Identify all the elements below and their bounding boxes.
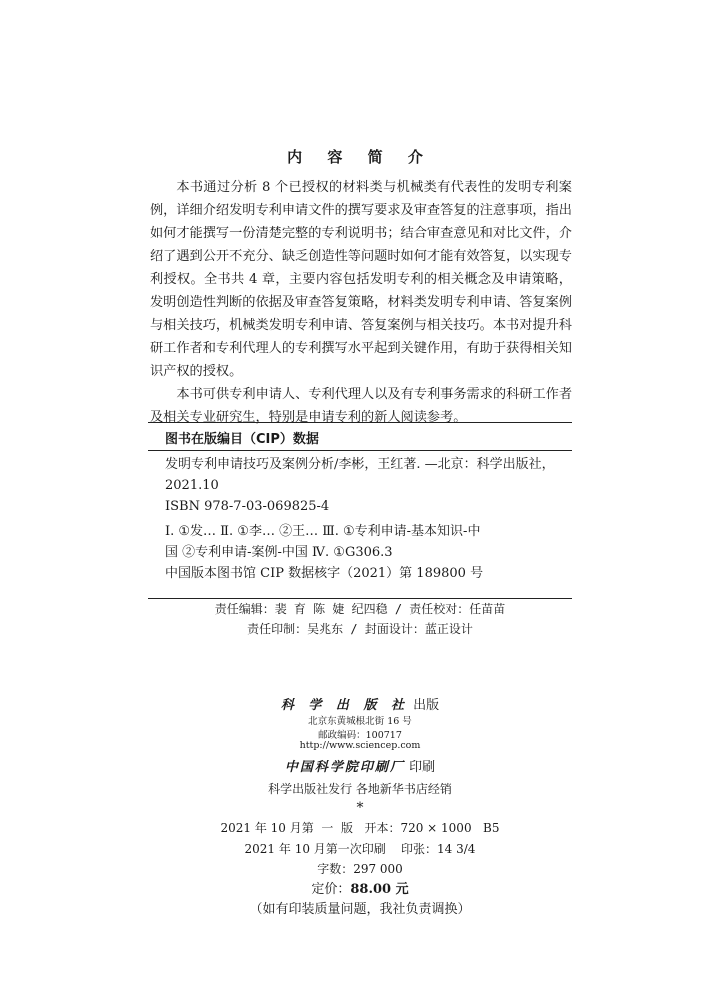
summary-body xyxy=(150,176,572,429)
printer-logo-text: 中国科学院印刷厂 xyxy=(284,760,405,775)
cip-record xyxy=(165,454,570,584)
publisher-logo-text: 科 学 出 版 社 xyxy=(280,698,409,713)
cip-classification-line-2: 国 ②专利申请-案例-中国 Ⅳ. ①G306.3 xyxy=(165,545,393,560)
publisher-address: 北京东黄城根北街 16 号 xyxy=(308,716,412,727)
summary-paragraph-1: 本书通过分析 8 个已授权的材料类与机械类有代表性的发明专利案例，详细介绍发明专利申请文件的撰写要求及审查答复的注意事项，指出如何才能撰写一份清楚完整的专利说明书；结合审查意见和对比文件，介绍了遇到公开不充分、缺乏创造性等问题时如何才能有效答复，以实现专利授权。全书共 4 章，主要内容包括发明专利的相关概念及申请策略，发明创造性判断的依据及审查答复策略，材料类发明专利申请、答复案例与相关技巧，机械类发明专利申请、答复案例与相关技巧。本书对提升科研工作者和专利代理人的专利撰写水平起到关键作用，有助于获得相关知识产权的授权。 xyxy=(150,180,572,379)
price-line xyxy=(0,878,720,897)
separator-star: * xyxy=(356,800,364,816)
cip-classification-line-1: Ⅰ. ①发… Ⅱ. ①李… ②王… Ⅲ. ①专利申请-基本知识-中 xyxy=(165,524,481,539)
cip-top-rule xyxy=(148,422,572,423)
cip-bottom-rule xyxy=(148,598,572,599)
publisher-url: http://www.sciencep.com xyxy=(299,740,421,751)
cip-heading-rule xyxy=(148,450,572,451)
cip-heading: 图书在版编目（CIP）数据 xyxy=(165,432,319,447)
edition-line-2: 2021 年 10 月第一次印刷 印张：14 3/4 xyxy=(244,842,476,856)
printer-suffix: 印刷 xyxy=(404,760,436,775)
cip-record-number: 中国版本图书馆 CIP 数据核字（2021）第 189800 号 xyxy=(165,566,484,581)
cip-isbn: ISBN 978-7-03-069825-4 xyxy=(165,499,330,514)
summary-paragraph-2: 本书可供专利申请人、专利代理人以及有专利事务需求的科研工作者及相关专业研究生，特别是申请专利的新人阅读参考。 xyxy=(150,387,573,425)
publisher-postal-code: 邮政编码：100717 xyxy=(318,730,402,741)
cip-title-line-2: 2021.10 xyxy=(165,478,219,493)
quality-notice: （如有印装质量问题，我社负责调换） xyxy=(249,902,471,917)
credits-production: 责任印制：吴兆东 / 封面设计：蓝正设计 xyxy=(247,622,473,636)
edition-line-1: 2021 年 10 月第 一 版 开本：720 × 1000 B5 xyxy=(220,821,500,835)
summary-title: 内 容 简 介 xyxy=(287,148,433,166)
publisher-suffix: 出版 xyxy=(408,698,440,713)
distribution-line: 科学出版社发行 各地新华书店经销 xyxy=(268,782,452,796)
price-value: 88.00 元 xyxy=(350,882,409,897)
publisher-line xyxy=(0,694,720,713)
credits-editors: 责任编辑：裴 育 陈 婕 纪四稳 / 责任校对：任苗苗 xyxy=(214,602,506,616)
cip-title-line-1: 发明专利申请技巧及案例分析/李彬，王红著. —北京：科学出版社， xyxy=(165,457,555,472)
printer-line xyxy=(0,756,720,775)
word-count: 字数：297 000 xyxy=(317,862,403,876)
price-label: 定价： xyxy=(311,882,351,897)
